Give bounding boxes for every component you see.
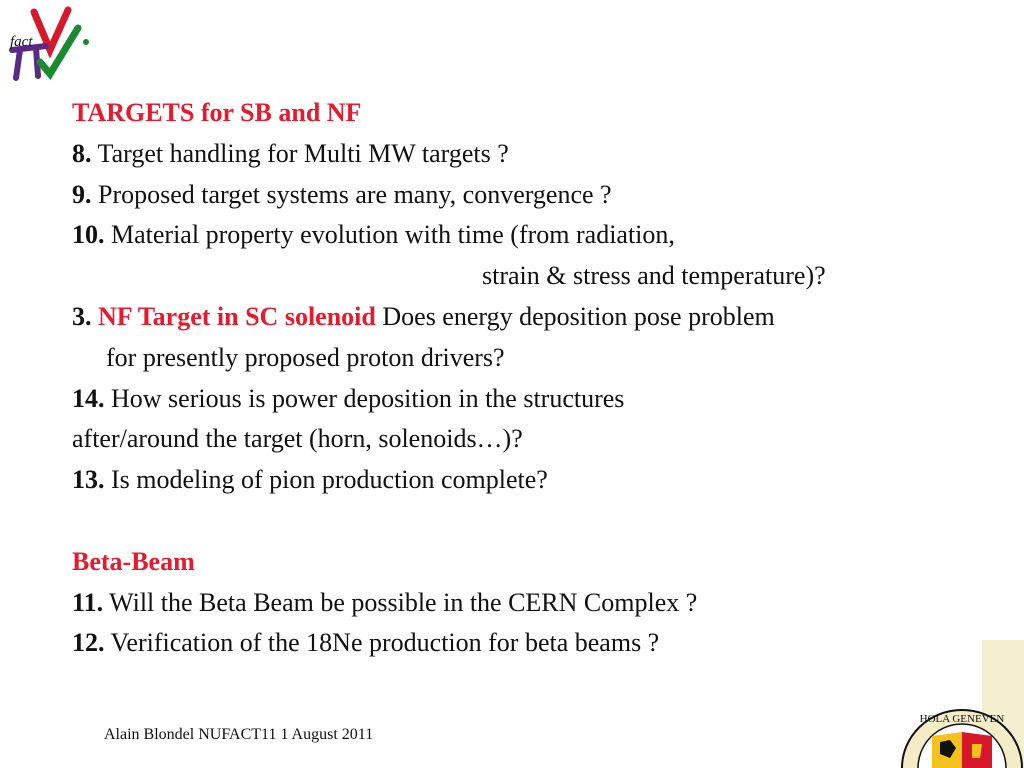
list-item-3-continuation: for presently proposed proton drivers? [106,342,505,372]
list-item-3 [72,297,1012,338]
list-item-11 [72,583,1012,624]
item-number: 8. [72,138,92,168]
item-text: Will the Beta Beam be possible in the CERN Complex ? [103,587,698,617]
item-number: 9. [72,179,92,209]
item-text: Material property evolution with time (from radiation, [104,220,675,250]
list-item-10 [72,215,1012,256]
item-number: 12. [72,628,105,658]
nufact-logo [6,4,92,84]
item-text: Is modeling of pion production complete? [104,465,548,495]
item-number: 3. [72,301,92,331]
spacer [72,501,1012,542]
list-item-13 [72,460,1012,501]
list-item-10-continuation: strain & stress and temperature)? [482,261,826,291]
item-text: Proposed target systems are many, convergence ? [91,179,612,209]
item-highlight: NF Target in SC solenoid [98,301,376,331]
item-text: Verification of the 18Ne production for beta beams ? [104,628,660,658]
list-item-8 [72,134,1012,175]
targets-heading: TARGETS for SB and NF [72,98,362,127]
geneva-seal-icon [898,706,1024,768]
seal-text: HOLA GENEVEN [919,713,1005,725]
item-number: 10. [72,220,105,250]
item-text: Target handling for Multi MW targets ? [91,138,509,168]
list-item-9 [72,175,1012,216]
logo-text: fact [10,34,33,50]
footer-text: Alain Blondel NUFACT11 1 August 2011 [104,726,374,743]
item-number: 14. [72,383,105,413]
beta-beam-heading: Beta-Beam [72,546,195,576]
item-text: Does energy deposition pose problem [375,301,775,331]
item-number: 13. [72,465,105,495]
item-number: 11. [72,587,104,617]
list-item-14 [72,379,1012,420]
list-item-12 [72,623,1012,664]
slide-body [72,93,1012,664]
list-item-14-continuation: after/around the target (horn, solenoids…)? [72,424,523,454]
item-text: How serious is power deposition in the structures [104,383,625,413]
